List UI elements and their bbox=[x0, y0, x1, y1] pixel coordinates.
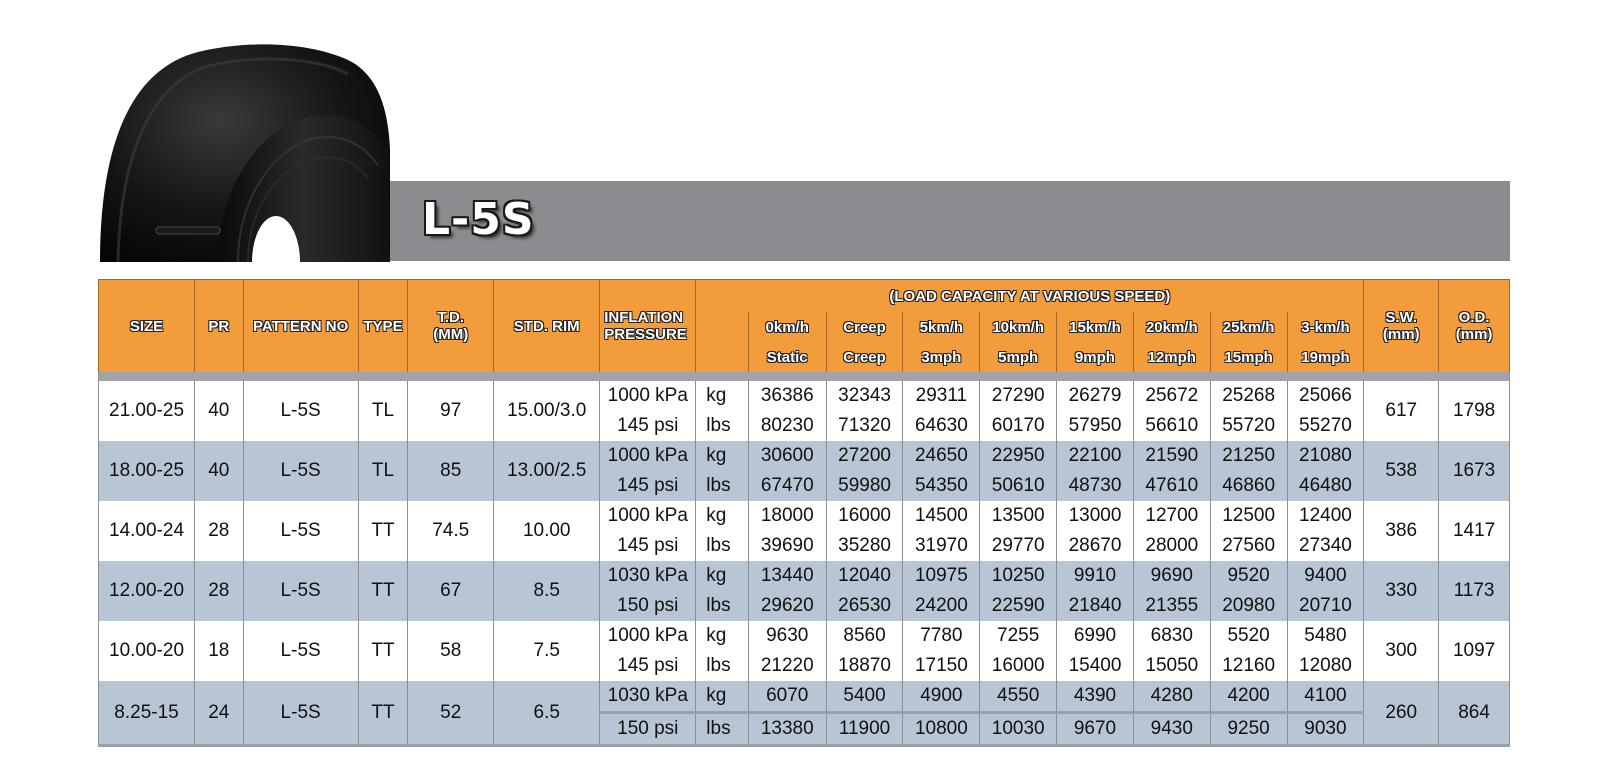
cell-pressure-psi: 150 psi bbox=[600, 713, 696, 746]
cell-load-lbs: 28670 bbox=[1057, 531, 1134, 561]
cell-load-kg: 29311 bbox=[903, 381, 980, 411]
cell-sw: 300 bbox=[1364, 621, 1439, 681]
cell-load-lbs: 46860 bbox=[1210, 471, 1287, 501]
header-speed-4-top: 15km/h bbox=[1057, 312, 1134, 342]
cell-td: 52 bbox=[408, 681, 494, 746]
cell-load-kg: 26279 bbox=[1057, 381, 1134, 411]
cell-load-lbs: 24200 bbox=[903, 591, 980, 621]
cell-load-lbs: 60170 bbox=[980, 411, 1057, 441]
cell-od: 1673 bbox=[1439, 441, 1510, 501]
cell-type: TT bbox=[358, 621, 408, 681]
cell-unit-kg: kg bbox=[696, 561, 749, 591]
title-bar bbox=[390, 181, 1510, 261]
cell-size: 12.00-20 bbox=[99, 561, 195, 621]
cell-unit-kg: kg bbox=[696, 681, 749, 713]
header-std-rim: STD. RIM bbox=[494, 280, 600, 373]
cell-pr: 28 bbox=[195, 561, 244, 621]
cell-pr: 18 bbox=[195, 621, 244, 681]
cell-load-lbs: 12160 bbox=[1210, 651, 1287, 681]
tire-image bbox=[98, 30, 438, 262]
cell-unit-kg: kg bbox=[696, 621, 749, 651]
cell-load-kg: 16000 bbox=[826, 501, 903, 531]
cell-load-lbs: 9250 bbox=[1210, 713, 1287, 746]
cell-load-lbs: 9030 bbox=[1287, 713, 1364, 746]
cell-load-kg: 5520 bbox=[1210, 621, 1287, 651]
cell-sw: 617 bbox=[1364, 381, 1439, 441]
cell-load-kg: 22950 bbox=[980, 441, 1057, 471]
header-speed-1-bottom: Creep bbox=[826, 342, 903, 372]
header-speed-2-top: 5km/h bbox=[903, 312, 980, 342]
header-separator bbox=[99, 372, 1510, 381]
cell-type: TL bbox=[358, 441, 408, 501]
cell-size: 21.00-25 bbox=[99, 381, 195, 441]
cell-pr: 40 bbox=[195, 381, 244, 441]
header-size: SIZE bbox=[99, 280, 195, 373]
cell-load-lbs: 26530 bbox=[826, 591, 903, 621]
cell-load-kg: 4390 bbox=[1057, 681, 1134, 713]
cell-load-kg: 7780 bbox=[903, 621, 980, 651]
cell-load-lbs: 18870 bbox=[826, 651, 903, 681]
cell-pattern: L-5S bbox=[243, 621, 358, 681]
cell-load-lbs: 80230 bbox=[748, 411, 826, 441]
table-row bbox=[99, 621, 1510, 651]
cell-load-kg: 9400 bbox=[1287, 561, 1364, 591]
header-speed-6-top: 25km/h bbox=[1210, 312, 1287, 342]
cell-unit-kg: kg bbox=[696, 501, 749, 531]
tire-spec-table bbox=[98, 279, 1510, 747]
header-speed-7-bottom: 19mph bbox=[1287, 342, 1364, 372]
cell-load-kg: 25268 bbox=[1210, 381, 1287, 411]
cell-load-kg: 13440 bbox=[748, 561, 826, 591]
cell-load-lbs: 39690 bbox=[748, 531, 826, 561]
cell-load-kg: 6070 bbox=[748, 681, 826, 713]
header-speed-3-bottom: 5mph bbox=[980, 342, 1057, 372]
header-speed-7-top: 3-km/h bbox=[1287, 312, 1364, 342]
cell-pressure-kpa: 1030 kPa bbox=[600, 561, 696, 591]
cell-load-lbs: 21355 bbox=[1133, 591, 1210, 621]
cell-size: 10.00-20 bbox=[99, 621, 195, 681]
cell-load-kg: 18000 bbox=[748, 501, 826, 531]
cell-load-kg: 21590 bbox=[1133, 441, 1210, 471]
cell-load-lbs: 15050 bbox=[1133, 651, 1210, 681]
cell-pr: 40 bbox=[195, 441, 244, 501]
header-od-line2: (mm) bbox=[1455, 326, 1493, 343]
product-title: L-5S bbox=[422, 194, 535, 245]
header-sw-line1: S.W. bbox=[1385, 309, 1418, 326]
header-inflation-line1: INFLATION bbox=[604, 309, 684, 326]
cell-load-kg: 7255 bbox=[980, 621, 1057, 651]
cell-od: 1798 bbox=[1439, 381, 1510, 441]
cell-load-kg: 12040 bbox=[826, 561, 903, 591]
header-speed-0-top: 0km/h bbox=[748, 312, 826, 342]
cell-pattern: L-5S bbox=[243, 381, 358, 441]
cell-load-kg: 13000 bbox=[1057, 501, 1134, 531]
cell-load-lbs: 54350 bbox=[903, 471, 980, 501]
header-od-line1: O.D. bbox=[1458, 309, 1490, 326]
cell-load-kg: 36386 bbox=[748, 381, 826, 411]
cell-load-lbs: 35280 bbox=[826, 531, 903, 561]
cell-load-lbs: 64630 bbox=[903, 411, 980, 441]
cell-pressure-kpa: 1030 kPa bbox=[600, 681, 696, 713]
cell-load-kg: 9690 bbox=[1133, 561, 1210, 591]
cell-load-kg: 5480 bbox=[1287, 621, 1364, 651]
header-inflation-line2: PRESSURE bbox=[604, 326, 687, 343]
cell-load-kg: 13500 bbox=[980, 501, 1057, 531]
cell-load-lbs: 55270 bbox=[1287, 411, 1364, 441]
cell-load-kg: 9910 bbox=[1057, 561, 1134, 591]
cell-load-kg: 9520 bbox=[1210, 561, 1287, 591]
cell-load-lbs: 12080 bbox=[1287, 651, 1364, 681]
cell-type: TL bbox=[358, 381, 408, 441]
cell-load-kg: 27290 bbox=[980, 381, 1057, 411]
table-row bbox=[99, 681, 1510, 713]
cell-pressure-psi: 145 psi bbox=[600, 531, 696, 561]
cell-load-lbs: 10800 bbox=[903, 713, 980, 746]
cell-rim: 8.5 bbox=[494, 561, 600, 621]
cell-pressure-psi: 145 psi bbox=[600, 411, 696, 441]
cell-load-lbs: 27340 bbox=[1287, 531, 1364, 561]
cell-unit-lbs: lbs bbox=[696, 591, 749, 621]
cell-type: TT bbox=[358, 501, 408, 561]
cell-pressure-psi: 145 psi bbox=[600, 471, 696, 501]
header-separator-cell bbox=[99, 372, 1510, 381]
cell-load-lbs: 21220 bbox=[748, 651, 826, 681]
cell-td: 74.5 bbox=[408, 501, 494, 561]
cell-td: 85 bbox=[408, 441, 494, 501]
cell-rim: 6.5 bbox=[494, 681, 600, 746]
header-pattern-no: PATTERN NO bbox=[243, 280, 358, 373]
cell-load-kg: 21250 bbox=[1210, 441, 1287, 471]
cell-load-kg: 4550 bbox=[980, 681, 1057, 713]
cell-sw: 260 bbox=[1364, 681, 1439, 746]
cell-load-kg: 10250 bbox=[980, 561, 1057, 591]
cell-load-kg: 24650 bbox=[903, 441, 980, 471]
cell-pressure-kpa: 1000 kPa bbox=[600, 501, 696, 531]
cell-pressure-kpa: 1000 kPa bbox=[600, 381, 696, 411]
cell-pattern: L-5S bbox=[243, 501, 358, 561]
cell-load-lbs: 13380 bbox=[748, 713, 826, 746]
header-od bbox=[1439, 280, 1510, 373]
cell-load-lbs: 57950 bbox=[1057, 411, 1134, 441]
header-speed-5-bottom: 12mph bbox=[1133, 342, 1210, 372]
cell-load-lbs: 21840 bbox=[1057, 591, 1134, 621]
header-speed-1-top: Creep bbox=[826, 312, 903, 342]
cell-load-lbs: 29620 bbox=[748, 591, 826, 621]
cell-load-lbs: 17150 bbox=[903, 651, 980, 681]
cell-load-kg: 4100 bbox=[1287, 681, 1364, 713]
cell-pressure-kpa: 1000 kPa bbox=[600, 441, 696, 471]
cell-rim: 13.00/2.5 bbox=[494, 441, 600, 501]
cell-load-lbs: 67470 bbox=[748, 471, 826, 501]
header-sw bbox=[1364, 280, 1439, 373]
cell-load-lbs: 50610 bbox=[980, 471, 1057, 501]
cell-size: 18.00-25 bbox=[99, 441, 195, 501]
cell-load-lbs: 56610 bbox=[1133, 411, 1210, 441]
cell-load-lbs: 59980 bbox=[826, 471, 903, 501]
cell-load-kg: 25672 bbox=[1133, 381, 1210, 411]
cell-load-kg: 5400 bbox=[826, 681, 903, 713]
cell-pressure-kpa: 1000 kPa bbox=[600, 621, 696, 651]
cell-load-kg: 14500 bbox=[903, 501, 980, 531]
cell-td: 67 bbox=[408, 561, 494, 621]
header-td-line1: T.D. bbox=[437, 309, 465, 326]
cell-pattern: L-5S bbox=[243, 441, 358, 501]
cell-load-lbs: 9670 bbox=[1057, 713, 1134, 746]
cell-sw: 330 bbox=[1364, 561, 1439, 621]
cell-load-lbs: 15400 bbox=[1057, 651, 1134, 681]
cell-load-kg: 12700 bbox=[1133, 501, 1210, 531]
cell-pressure-psi: 145 psi bbox=[600, 651, 696, 681]
cell-load-lbs: 22590 bbox=[980, 591, 1057, 621]
header-speed-2-bottom: 3mph bbox=[903, 342, 980, 372]
cell-load-lbs: 27560 bbox=[1210, 531, 1287, 561]
cell-type: TT bbox=[358, 561, 408, 621]
cell-load-kg: 25066 bbox=[1287, 381, 1364, 411]
cell-size: 14.00-24 bbox=[99, 501, 195, 561]
table-row bbox=[99, 441, 1510, 471]
cell-rim: 15.00/3.0 bbox=[494, 381, 600, 441]
cell-load-lbs: 46480 bbox=[1287, 471, 1364, 501]
table-row bbox=[99, 561, 1510, 591]
cell-unit-lbs: lbs bbox=[696, 531, 749, 561]
cell-sw: 538 bbox=[1364, 441, 1439, 501]
cell-size: 8.25-15 bbox=[99, 681, 195, 746]
cell-load-lbs: 20710 bbox=[1287, 591, 1364, 621]
cell-load-lbs: 20980 bbox=[1210, 591, 1287, 621]
cell-rim: 7.5 bbox=[494, 621, 600, 681]
header-type: TYPE bbox=[358, 280, 408, 373]
cell-load-lbs: 10030 bbox=[980, 713, 1057, 746]
cell-load-kg: 4900 bbox=[903, 681, 980, 713]
cell-pattern: L-5S bbox=[243, 681, 358, 746]
header-speed-5-top: 20km/h bbox=[1133, 312, 1210, 342]
cell-load-lbs: 16000 bbox=[980, 651, 1057, 681]
cell-od: 1173 bbox=[1439, 561, 1510, 621]
cell-load-kg: 12500 bbox=[1210, 501, 1287, 531]
spec-table-body bbox=[99, 381, 1510, 746]
cell-load-kg: 8560 bbox=[826, 621, 903, 651]
header-load-capacity: (LOAD CAPACITY AT VARIOUS SPEED) bbox=[696, 280, 1364, 313]
cell-load-kg: 12400 bbox=[1287, 501, 1364, 531]
cell-load-lbs: 29770 bbox=[980, 531, 1057, 561]
cell-load-kg: 30600 bbox=[748, 441, 826, 471]
header-speed-6-bottom: 15mph bbox=[1210, 342, 1287, 372]
header-inflation-pressure bbox=[600, 280, 696, 373]
cell-load-kg: 32343 bbox=[826, 381, 903, 411]
header-sw-line2: (mm) bbox=[1382, 326, 1420, 343]
cell-load-kg: 9630 bbox=[748, 621, 826, 651]
cell-pr: 24 bbox=[195, 681, 244, 746]
cell-rim: 10.00 bbox=[494, 501, 600, 561]
cell-td: 97 bbox=[408, 381, 494, 441]
cell-load-kg: 4280 bbox=[1133, 681, 1210, 713]
cell-load-lbs: 11900 bbox=[826, 713, 903, 746]
table-row bbox=[99, 501, 1510, 531]
cell-sw: 386 bbox=[1364, 501, 1439, 561]
cell-unit-lbs: lbs bbox=[696, 411, 749, 441]
cell-pressure-psi: 150 psi bbox=[600, 591, 696, 621]
cell-od: 1097 bbox=[1439, 621, 1510, 681]
cell-load-lbs: 48730 bbox=[1057, 471, 1134, 501]
cell-unit-lbs: lbs bbox=[696, 651, 749, 681]
cell-od: 864 bbox=[1439, 681, 1510, 746]
header-speed-3-top: 10km/h bbox=[980, 312, 1057, 342]
header-td bbox=[408, 280, 494, 373]
cell-unit-lbs: lbs bbox=[696, 471, 749, 501]
cell-load-kg: 21080 bbox=[1287, 441, 1364, 471]
cell-load-lbs: 71320 bbox=[826, 411, 903, 441]
cell-unit-kg: kg bbox=[696, 441, 749, 471]
cell-load-kg: 6990 bbox=[1057, 621, 1134, 651]
header-speed-0-bottom: Static bbox=[748, 342, 826, 372]
cell-load-lbs: 55720 bbox=[1210, 411, 1287, 441]
cell-load-kg: 4200 bbox=[1210, 681, 1287, 713]
cell-load-kg: 27200 bbox=[826, 441, 903, 471]
cell-td: 58 bbox=[408, 621, 494, 681]
cell-pr: 28 bbox=[195, 501, 244, 561]
cell-type: TT bbox=[358, 681, 408, 746]
cell-unit-lbs: lbs bbox=[696, 713, 749, 746]
cell-load-kg: 10975 bbox=[903, 561, 980, 591]
header-unit-column bbox=[696, 312, 749, 372]
cell-load-lbs: 47610 bbox=[1133, 471, 1210, 501]
cell-load-kg: 22100 bbox=[1057, 441, 1134, 471]
cell-unit-kg: kg bbox=[696, 381, 749, 411]
header-td-line2: (MM) bbox=[433, 326, 469, 343]
cell-od: 1417 bbox=[1439, 501, 1510, 561]
cell-pattern: L-5S bbox=[243, 561, 358, 621]
table-row bbox=[99, 381, 1510, 411]
cell-load-lbs: 28000 bbox=[1133, 531, 1210, 561]
header-speed-4-bottom: 9mph bbox=[1057, 342, 1134, 372]
cell-load-lbs: 31970 bbox=[903, 531, 980, 561]
cell-load-kg: 6830 bbox=[1133, 621, 1210, 651]
cell-load-lbs: 9430 bbox=[1133, 713, 1210, 746]
header-pr: PR bbox=[195, 280, 244, 373]
